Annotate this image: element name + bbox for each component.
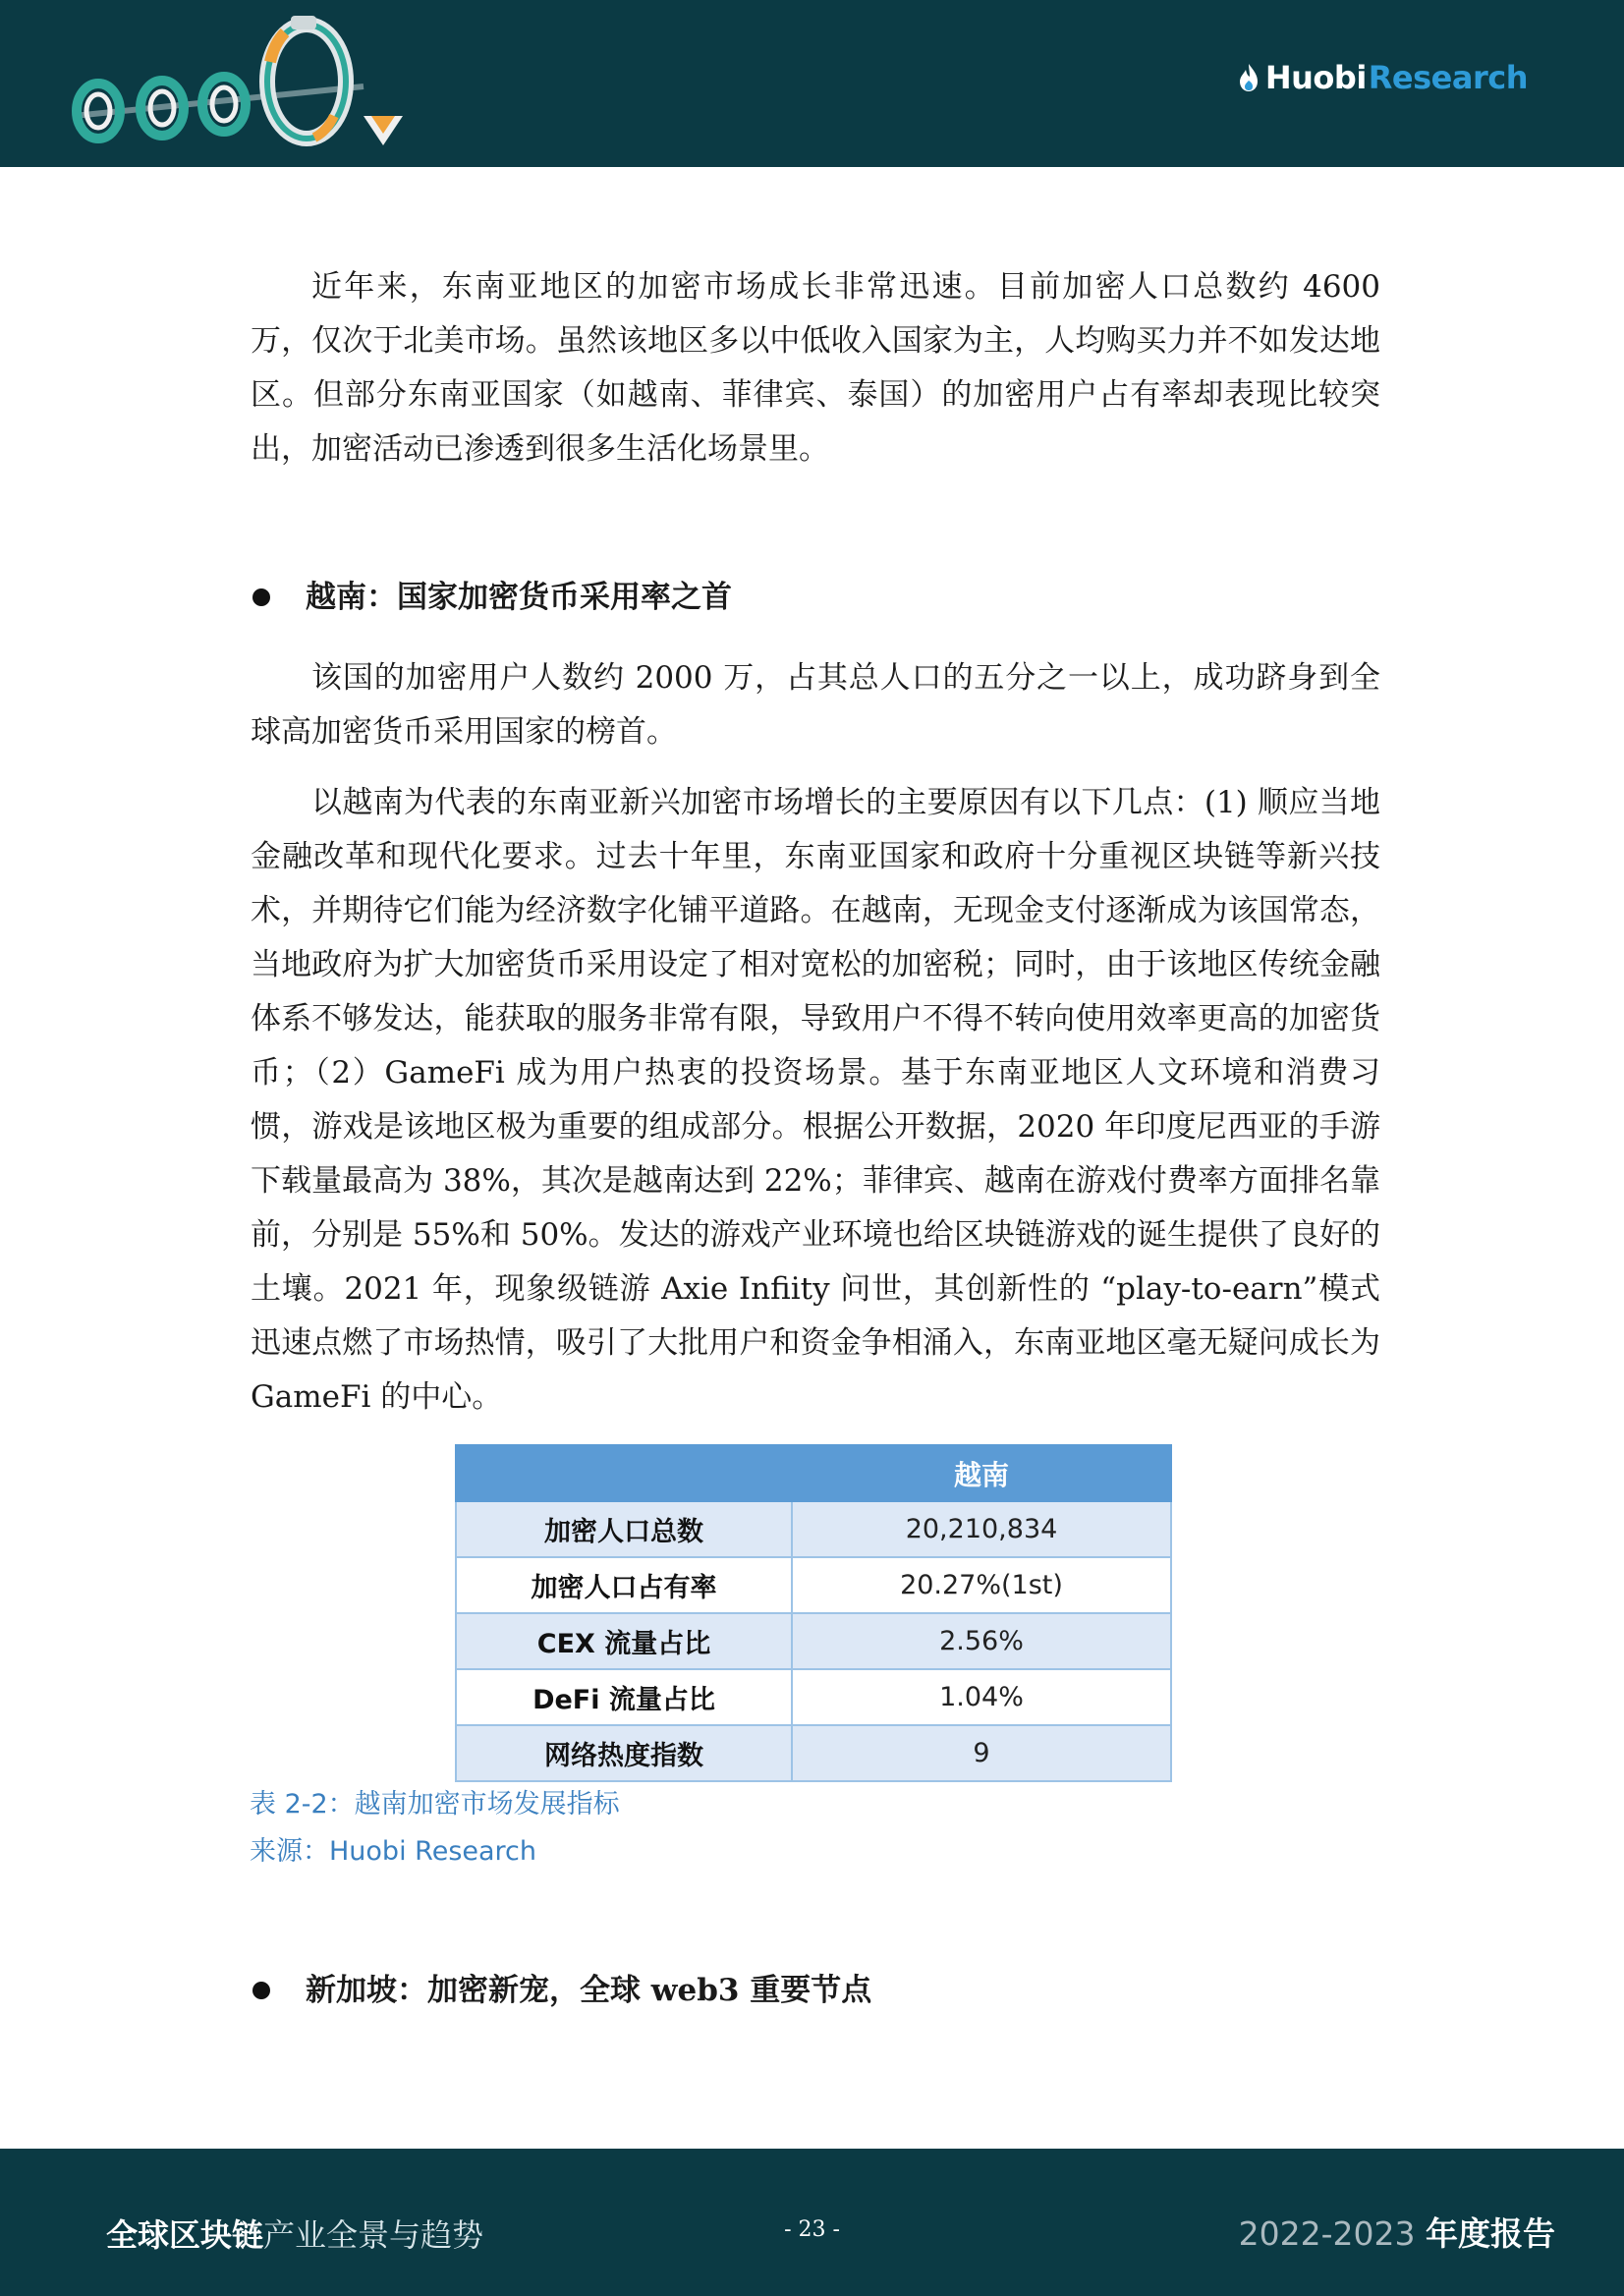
- table-source: 来源：Huobi Research: [250, 1836, 537, 1867]
- table-row: [456, 1613, 1171, 1669]
- table-row-label: 加密人口总数: [456, 1501, 792, 1557]
- page-header: [0, 0, 1624, 167]
- singapore-section-heading: [251, 1971, 1380, 2010]
- table-header-blank: [456, 1445, 792, 1501]
- bullet-dot-icon: [252, 1982, 270, 1999]
- table-row-label: 网络热度指数: [456, 1725, 792, 1781]
- table-row-label: DeFi 流量占比: [456, 1669, 792, 1725]
- table-header-vietnam: 越南: [792, 1445, 1171, 1501]
- huobi-research-logo: [1238, 59, 1528, 96]
- vietnam-reasons-paragraph: 以越南为代表的东南亚新兴加密市场增长的主要原因有以下几点：(1) 顺应当地金融改革和现代化要求。过去十年里，东南亚国家和政府十分重视区块链等新兴技术，并期待它们能为经济数字化铺平道路。在越南，无现金支付逐渐成为该国常态，当地政府为扩大加密货币采用设定了相对宽松的加密税；同时，由于该地区传统金融体系不够发达，能获取的服务非常有限，导致用户不得不转向使用效率更高的加密货币；（2）GameFi 成为用户热衷的投资场景。基于东南亚地区人文环境和消费习惯，游戏是该地区极为重要的组成部分。根据公开数据，2020 年印度尼西亚的手游下载量最高为 38%，其次是越南达到 22%；菲律宾、越南在游戏付费率方面排名靠前，分别是 55%和 50%。发达的游戏产业环境也给区块链游戏的诞生提供了良好的土壤。2021 年，现象级链游 Axie Infiity 问世，其创新性的 “play-to-earn”模式迅速点燃了市场热情，吸引了大批用户和资金争相涌入，东南亚地区毫无疑问成长为 GameFi 的中心。: [251, 785, 1380, 1415]
- vietnam-section-heading: [251, 578, 1380, 617]
- table-caption: 表 2-2：越南加密市场发展指标: [250, 1789, 620, 1820]
- bullet-dot-icon: [252, 588, 270, 606]
- table-row: [456, 1557, 1171, 1613]
- table-row-value: 20.27%(1st): [792, 1557, 1171, 1613]
- table-row-value: 20,210,834: [792, 1501, 1171, 1557]
- vietnam-indicators-table: [455, 1444, 1172, 1782]
- table-row: [456, 1501, 1171, 1557]
- table-header-row: [456, 1445, 1171, 1501]
- brand-huobi: Huobi: [1264, 59, 1367, 96]
- table-row-label: 加密人口占有率: [456, 1557, 792, 1613]
- footer-years: 2022-2023: [1238, 2214, 1426, 2253]
- table-row: [456, 1669, 1171, 1725]
- intro-paragraph: 近年来，东南亚地区的加密市场成长非常迅速。目前加密人口总数约 4600 万，仅次于北美市场。虽然该地区多以中低收入国家为主，人均购买力并不如发达地区。但部分东南亚国家（如越南、菲律宾、泰国）的加密用户占有率却表现比较突出，加密活动已渗透到很多生活化场景里。: [251, 269, 1380, 467]
- table-row-value: 9: [792, 1725, 1171, 1781]
- table-row-value: 1.04%: [792, 1669, 1171, 1725]
- vietnam-heading-text: 越南：国家加密货币采用率之首: [306, 580, 732, 615]
- table-row-label: CEX 流量占比: [456, 1613, 792, 1669]
- singapore-heading-text: 新加坡：加密新宠，全球 web3 重要节点: [306, 1973, 872, 2008]
- footer-title-strong: 全球区块链: [106, 2216, 264, 2254]
- footer-report-label: 年度报告: [1426, 2214, 1555, 2253]
- vietnam-users-paragraph: 该国的加密用户人数约 2000 万，占其总人口的五分之一以上，成功跻身到全球高加密货币采用国家的榜首。: [251, 660, 1380, 750]
- footer-report-year: [1239, 2209, 1555, 2255]
- footer-title-light: 产业全景与趋势: [263, 2216, 484, 2254]
- huobi-flame-icon: [1238, 63, 1260, 92]
- table-row-value: 2.56%: [792, 1613, 1171, 1669]
- page-footer: [0, 2149, 1624, 2296]
- page-number: - 23 -: [784, 2217, 840, 2242]
- blockchain-rings-illustration-icon: [69, 8, 422, 155]
- table-row: [456, 1725, 1171, 1781]
- brand-research: Research: [1368, 59, 1528, 96]
